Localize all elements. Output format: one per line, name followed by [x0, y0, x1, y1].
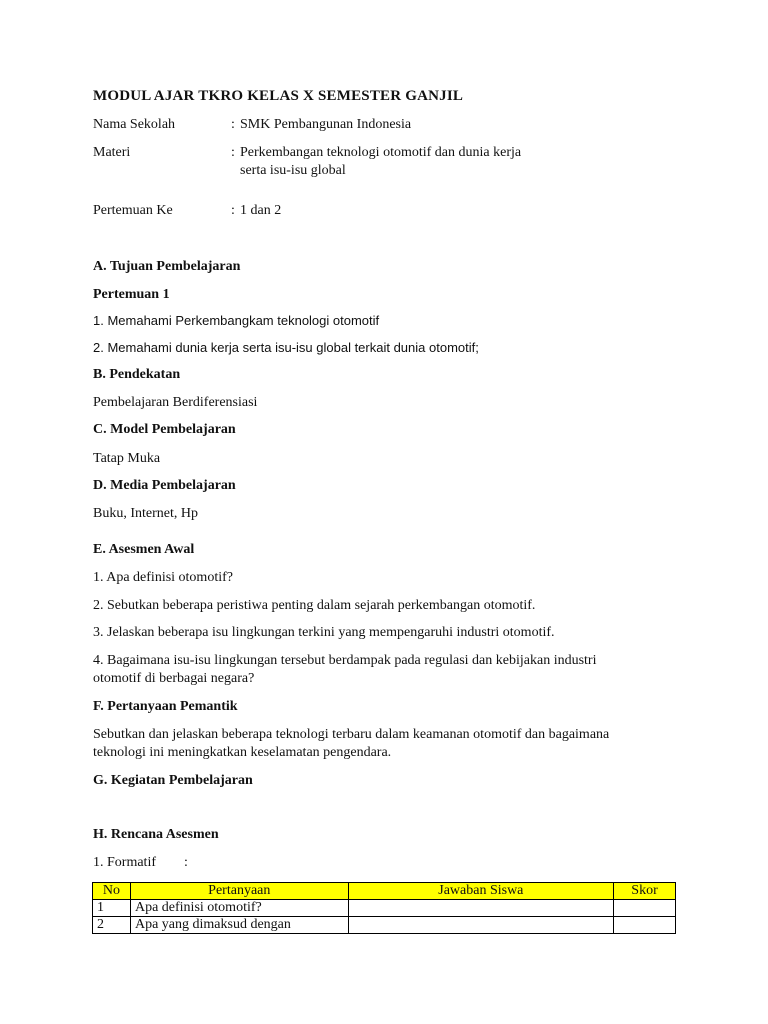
table-row: [93, 917, 676, 934]
section-f-line-1: Sebutkan dan jelaskan beberapa teknologi terbaru dalam keamanan otomotif dan bagaimana: [93, 727, 610, 742]
info-sep-school: :: [231, 117, 235, 132]
info-label-materi: Materi: [93, 145, 131, 160]
section-c-heading: C. Model Pembelajaran: [93, 422, 236, 437]
section-g-heading: G. Kegiatan Pembelajaran: [93, 773, 253, 788]
header-skor: Skor: [614, 883, 676, 900]
info-sep-materi: :: [231, 145, 235, 160]
cell-no: 2: [93, 917, 131, 934]
section-a-item-1: 1. Memahami Perkembangkam teknologi otomotif: [93, 313, 380, 328]
assessment-table: [92, 882, 676, 934]
section-e-item-1: 1. Apa definisi otomotif?: [93, 570, 233, 585]
section-b-text: Pembelajaran Berdiferensiasi: [93, 395, 258, 410]
cell-skor: [614, 917, 676, 934]
table-header-row: [93, 883, 676, 900]
cell-jawaban: [348, 900, 613, 917]
section-e-item-4-cont: otomotif di berbagai negara?: [93, 671, 255, 686]
header-pertanyaan: Pertanyaan: [130, 883, 348, 900]
cell-skor: [614, 900, 676, 917]
section-f-line-2: teknologi ini meningkatkan keselamatan pengendara.: [93, 745, 392, 760]
cell-pertanyaan: Apa yang dimaksud dengan: [130, 917, 348, 934]
section-d-text: Buku, Internet, Hp: [93, 506, 198, 521]
section-e-item-4: 4. Bagaimana isu-isu lingkungan tersebut berdampak pada regulasi dan kebijakan industri: [93, 653, 597, 668]
section-d-heading: D. Media Pembelajaran: [93, 478, 236, 493]
section-a-item-2: 2. Memahami dunia kerja serta isu-isu global terkait dunia otomotif;: [93, 340, 479, 355]
info-value-pertemuan: 1 dan 2: [240, 203, 282, 218]
info-label-pertemuan: Pertemuan Ke: [93, 203, 173, 218]
section-e-item-3: 3. Jelaskan beberapa isu lingkungan terkini yang mempengaruhi industri otomotif.: [93, 625, 555, 640]
section-a-subheading: Pertemuan 1: [93, 287, 170, 302]
header-no: No: [93, 883, 131, 900]
section-h-heading: H. Rencana Asesmen: [93, 827, 219, 842]
section-e-item-2: 2. Sebutkan beberapa peristiwa penting dalam sejarah perkembangan otomotif.: [93, 598, 536, 613]
table-row: [93, 900, 676, 917]
info-value-materi-cont: serta isu-isu global: [240, 163, 346, 178]
section-a-heading: A. Tujuan Pembelajaran: [93, 259, 241, 274]
section-c-text: Tatap Muka: [93, 451, 161, 466]
info-sep-pertemuan: :: [231, 203, 235, 218]
info-label-school: Nama Sekolah: [93, 117, 176, 132]
section-h-subheading: 1. Formatif: [93, 855, 156, 870]
section-f-heading: F. Pertanyaan Pemantik: [93, 699, 238, 714]
info-value-materi: Perkembangan teknologi otomotif dan dunia kerja: [240, 145, 522, 160]
section-b-heading: B. Pendekatan: [93, 367, 181, 382]
info-value-school: SMK Pembangunan Indonesia: [240, 117, 412, 132]
cell-pertanyaan: Apa definisi otomotif?: [130, 900, 348, 917]
section-e-heading: E. Asesmen Awal: [93, 542, 195, 557]
document-title: MODUL AJAR TKRO KELAS X SEMESTER GANJIL: [93, 88, 464, 104]
section-h-sub-sep: :: [184, 855, 188, 870]
cell-jawaban: [348, 917, 613, 934]
header-jawaban: Jawaban Siswa: [348, 883, 613, 900]
cell-no: 1: [93, 900, 131, 917]
